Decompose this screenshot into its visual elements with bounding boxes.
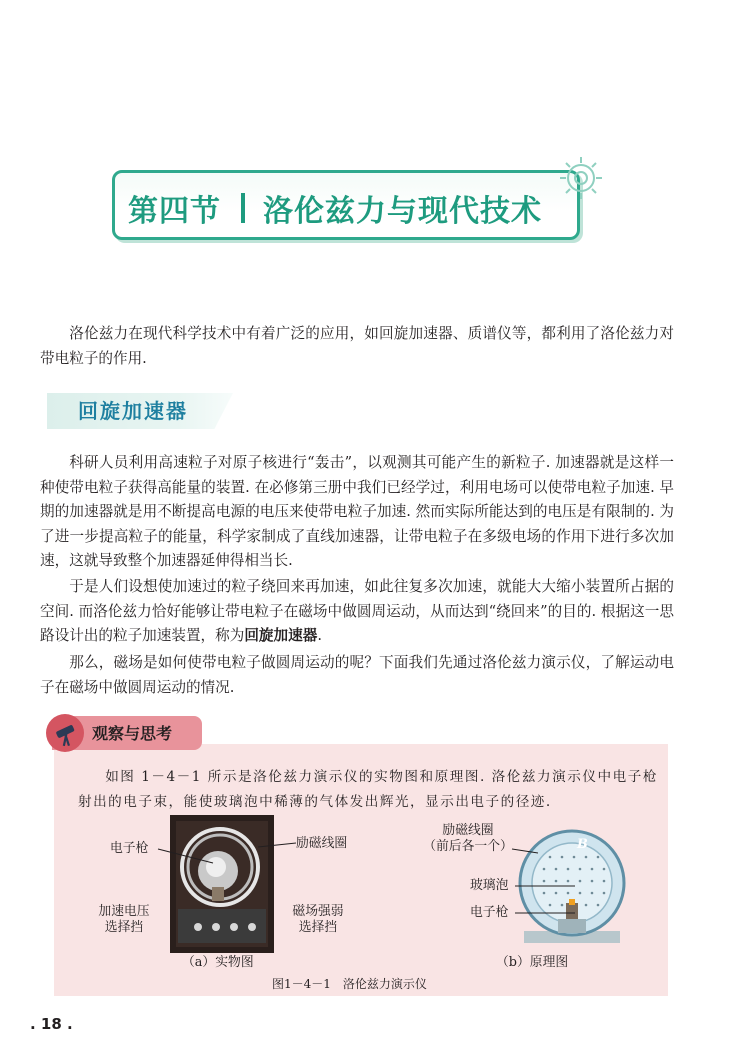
paragraph-1: 科研人员利用高速粒子对原子核进行“轰击”，以观测其可能产生的新粒子. 加速器就是这样一种使带电粒子获得高能量的装置. 在必修第三册中我们已经学过，利用电场可以使带电粒子加速. 早期的加速器就是用不断提高电源的电压来使带电粒子加速. 然而实际所能达到的电压是有限制的. 为了进一步提高粒子的能量，科学家制成了直线加速器，让带电粒子在多级电场的作用下进行多次加速，这就导致整个加速器延伸得相当长. [40,454,674,569]
figure-caption: 图1－4－1 洛伦兹力演示仪 [272,977,427,991]
demonstrator-photo [170,815,274,953]
section-number: 第四节 [128,194,221,229]
title-divider [241,193,245,223]
subheading-label: 回旋加速器 [78,399,188,423]
telescope-icon [52,720,80,748]
observe-think-label: 观察与思考 [92,724,173,743]
paragraph-2-end: . [317,627,322,644]
label-coil: 励磁线圈 [296,836,348,851]
label-bulb: 玻璃泡 [470,878,509,893]
gear-icon [555,152,607,204]
intro-paragraph: 洛伦兹力在现代科学技术中有着广泛的应用，如回旋加速器、质谱仪等，都利用了洛伦兹力对带电粒子的作用. [40,325,674,367]
key-term: 回旋加速器 [244,627,318,644]
caption-b: （b）原理图 [496,955,569,970]
label-diagram-coil [418,823,518,855]
observe-text: 如图 1－4－1 所示是洛伦兹力演示仪的实物图和原理图. 洛伦兹力演示仪中电子枪射出的电子束，能使玻璃泡中稀薄的气体发出辉光，显示出电子的径迹. [78,769,658,810]
label-voltage-line1: 加速电压 [98,904,150,919]
section-title [128,188,542,228]
page-number: . 18 . [30,1015,73,1033]
caption-a: （a）实物图 [182,955,254,970]
principle-diagram [510,827,634,951]
section-title-text: 洛伦兹力与现代技术 [263,194,542,229]
paragraph-3: 那么，磁场是如何使带电粒子做圆周运动的呢？下面我们先通过洛伦兹力演示仪，了解运动电子在磁场中做圆周运动的情况. [40,654,674,696]
field-symbol: B [577,837,588,852]
label-diagram-coil-line2: （前后各一个） [423,839,513,854]
paragraph-2-text: 于是人们设想使加速过的粒子绕回来再加速，如此往复多次加速，就能大大缩小装置所占据的空间. 而洛伦兹力恰好能够让带电粒子在磁场中做圆周运动，从而达到“绕回来”的目的. 根据这一思路设计出的粒子加速装置，称为 [40,578,674,644]
label-electron-gun: 电子枪 [110,841,149,856]
label-voltage-line2: 选择挡 [104,920,144,935]
label-voltage-selector [96,904,152,936]
label-field-selector [290,904,346,936]
label-field-line2: 选择挡 [298,920,338,935]
paragraph-2 [40,575,674,649]
label-diagram-electron-gun: 电子枪 [470,905,509,920]
label-field-line1: 磁场强弱 [292,904,344,919]
label-diagram-coil-line1: 励磁线圈 [442,823,494,838]
